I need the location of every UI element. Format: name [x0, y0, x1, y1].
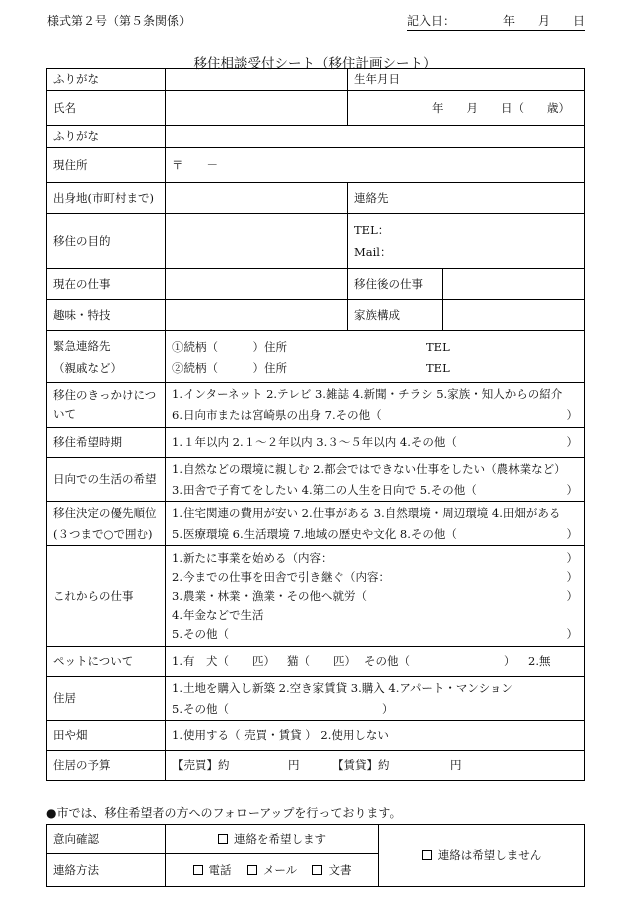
life-line-2: 3.田舎で子育てをしたい 4.第二の人生を日向で 5.その他（ — [172, 482, 477, 497]
entry-date-label: 記入日： — [407, 14, 456, 28]
no-contact-label: 連絡は希望しません — [437, 848, 542, 862]
emergency-contact-1: ①続柄（ ）住所 — [172, 339, 287, 354]
trigger-line-1: 1.インターネット 2.テレビ 3.雑誌 4.新聞・チラシ 5.家族・知人からの紹介 — [172, 387, 563, 401]
work-close-1: ） — [566, 550, 578, 565]
checkbox-icon[interactable] — [312, 865, 322, 875]
budget-yen-2: 円 — [450, 758, 462, 772]
pet-other: その他（ — [364, 654, 410, 668]
current-job-label: 現在の仕事 — [47, 269, 166, 300]
work-option-4: 4.年金などで生活 — [172, 607, 264, 622]
intent-label: 意向確認 — [47, 825, 166, 854]
priority-field[interactable] — [166, 502, 585, 546]
emergency-label — [47, 331, 166, 383]
current-job-field[interactable] — [166, 269, 348, 300]
birthdate-label: 生年月日 — [348, 69, 585, 91]
checkbox-icon[interactable] — [193, 865, 203, 875]
trigger-field[interactable] — [166, 383, 585, 428]
emergency-tel-1: TEL — [426, 339, 450, 354]
method-options[interactable] — [166, 854, 379, 887]
work-option-1: 1.新たに事業を始める（内容： — [172, 550, 333, 565]
house-line-2: 5.その他（ — [172, 701, 229, 716]
priority-label-line2: (３つまで○で囲む) — [53, 526, 153, 541]
pet-cat: 猫（ 匹） — [287, 654, 356, 668]
consultation-form-table — [46, 68, 585, 781]
entry-day: 日 — [573, 14, 586, 28]
house-line-1: 1.土地を購入し新築 2.空き家賃貸 3.購入 4.アパート・マンション — [172, 680, 513, 695]
checkbox-icon[interactable] — [422, 850, 432, 860]
furigana-label-2: ふりがな — [47, 126, 166, 148]
priority-line-2: 5.医療環境 6.生活環境 7.地域の歴史や文化 8.その他（ — [172, 526, 457, 541]
life-field[interactable] — [166, 458, 585, 502]
trigger-close: ） — [566, 408, 578, 422]
family-field[interactable] — [443, 300, 585, 331]
furigana-label-1: ふりがな — [47, 69, 166, 91]
purpose-label: 移住の目的 — [47, 214, 166, 269]
method-email: メール — [262, 862, 298, 877]
period-label: 移住希望時期 — [47, 428, 166, 458]
emergency-label-line2: （親戚など） — [53, 360, 122, 375]
after-job-label: 移住後の仕事 — [348, 269, 443, 300]
budget-field[interactable] — [166, 751, 585, 781]
birthdate-field[interactable]: 年 月 日（ 歳） — [348, 91, 585, 126]
after-job-field[interactable] — [443, 269, 585, 300]
form-number: 様式第２号（第５条関係） — [47, 14, 192, 28]
trigger-label: 移住のきっかけについて — [47, 383, 166, 428]
name-label: 氏名 — [47, 91, 166, 126]
field-option[interactable]: 1.使用する（ 売買・賃貸 ） 2.使用しない — [166, 721, 585, 751]
budget-label: 住居の予算 — [47, 751, 166, 781]
priority-label-line1: 移住決定の優先順位 — [53, 505, 157, 520]
work-option-3: 3.農業・林業・漁業・その他へ就労（ — [172, 588, 367, 603]
budget-buy: 【売買】約 — [172, 758, 230, 772]
emergency-contact-2: ②続柄（ ）住所 — [172, 360, 287, 375]
priority-close: ） — [566, 526, 578, 541]
mail-label: Mail： — [354, 245, 392, 259]
page-title: 移住相談受付シート（移住計画シート） — [193, 56, 437, 72]
work-close-2: ） — [566, 569, 578, 584]
life-line-1: 1.自然などの環境に親しむ 2.都会ではできない仕事をしたい（農林業など） — [172, 461, 566, 476]
furigana-field-2[interactable] — [166, 126, 585, 148]
hometown-label: 出身地(市町村まで) — [47, 183, 166, 214]
hometown-field[interactable] — [166, 183, 348, 214]
followup-table — [46, 824, 585, 887]
field-label: 田や畑 — [47, 721, 166, 751]
furigana-field-1[interactable] — [166, 69, 348, 91]
house-close: ） — [382, 701, 394, 716]
pet-other-close: ） — [504, 654, 516, 668]
method-phone: 電話 — [208, 862, 232, 877]
period-line: 1.１年以内 2.１～２年以内 3.３～５年以内 4.その他（ — [172, 435, 457, 449]
work-option-2: 2.今までの仕事を田舎で引き継ぐ（内容： — [172, 569, 390, 584]
name-field[interactable] — [166, 91, 348, 126]
contact-field[interactable] — [348, 214, 585, 269]
intent-option[interactable] — [166, 825, 379, 854]
pet-label: ペットについて — [47, 647, 166, 677]
priority-label — [47, 502, 166, 546]
family-label: 家族構成 — [348, 300, 443, 331]
purpose-field[interactable] — [166, 214, 348, 269]
work-label: これからの仕事 — [47, 546, 166, 647]
trigger-line-2: 6.日向市または宮崎県の出身 7.その他（ — [172, 408, 382, 422]
followup-note: ●市では、移住希望者の方へのフォローアップを行っております。 — [46, 806, 402, 820]
period-field[interactable] — [166, 428, 585, 458]
budget-yen-1: 円 — [288, 758, 300, 772]
pet-none: 2.無 — [528, 654, 551, 668]
entry-month: 月 — [538, 14, 551, 28]
checkbox-icon[interactable] — [247, 865, 257, 875]
work-field[interactable] — [166, 546, 585, 647]
intent-option-label: 連絡を希望します — [234, 831, 326, 846]
address-field[interactable]: 〒 － — [166, 148, 585, 183]
entry-date — [407, 12, 585, 31]
hobby-field[interactable] — [166, 300, 348, 331]
pet-dog: 1.有 犬（ 匹） — [172, 654, 275, 668]
method-label: 連絡方法 — [47, 854, 166, 887]
life-close: ） — [566, 482, 578, 497]
method-letter: 文書 — [328, 862, 352, 877]
work-close-3: ） — [566, 588, 578, 603]
emergency-field[interactable] — [166, 331, 585, 383]
contact-label: 連絡先 — [348, 183, 585, 214]
checkbox-icon[interactable] — [218, 834, 228, 844]
tel-label: TEL： — [354, 223, 390, 237]
hobby-label: 趣味・特技 — [47, 300, 166, 331]
period-close: ） — [566, 435, 578, 449]
priority-line-1: 1.住宅関連の費用が安い 2.仕事がある 3.自然環境・周辺環境 4.田畑がある — [172, 505, 561, 520]
pet-field[interactable] — [166, 647, 585, 677]
budget-rent: 【賃貸】約 — [332, 758, 390, 772]
life-label: 日向での生活の希望 — [47, 458, 166, 502]
house-label: 住居 — [47, 677, 166, 721]
no-contact-option[interactable] — [379, 825, 585, 887]
work-option-5: 5.その他（ — [172, 626, 229, 641]
entry-year: 年 — [503, 14, 516, 28]
emergency-label-line1: 緊急連絡先 — [53, 338, 111, 353]
emergency-tel-2: TEL — [426, 360, 450, 375]
address-label: 現住所 — [47, 148, 166, 183]
work-close-5: ） — [566, 626, 578, 641]
house-field[interactable] — [166, 677, 585, 721]
